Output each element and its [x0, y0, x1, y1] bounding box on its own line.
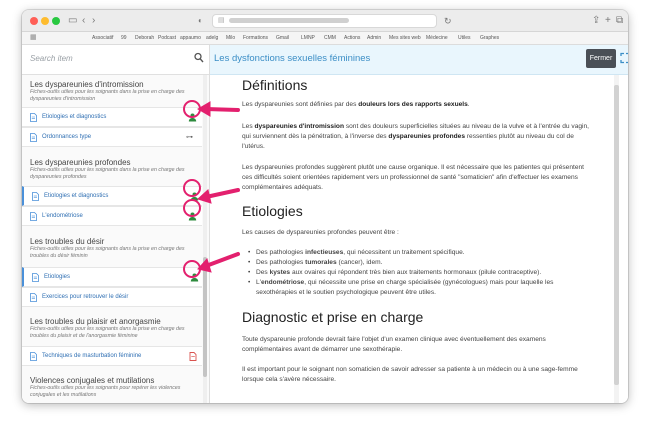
- sidebar-item-label: Exercices pour retrouver le désir: [42, 294, 129, 300]
- share-icon[interactable]: ⇪: [592, 15, 601, 26]
- heading-definitions: Définitions: [242, 77, 308, 93]
- section-title: Violences conjugales et mutilations: [30, 376, 155, 385]
- annotation-arrowhead: [198, 190, 211, 203]
- section-description: Fiches-outils utiles pour les soignants pour repérer les violences conjugales et les mutilations: [30, 385, 181, 398]
- bookmark-item[interactable]: Gmail: [276, 35, 290, 41]
- list-item: • Des kystes aux ovaires qui répondent très bien aux traitements hormonaux (pilule contraceptive).: [250, 268, 590, 278]
- sidebar-toggle-icon[interactable]: ▭: [68, 15, 78, 26]
- bookmark-item[interactable]: Médecine: [426, 35, 448, 41]
- tab-overview-icon[interactable]: ⧉: [616, 15, 624, 26]
- section-description: Fiches-outils utiles pour les soignants dans la prise en charge des troubles du désir féminin: [30, 246, 185, 259]
- list-item: • L'endométriose, qui nécessite une prise en charge spécialisée (gynécologues) mais pour laquelle les sexothérapies et le soutien psychologique peuvent être utiles.: [250, 278, 590, 298]
- paragraph: Les dyspareunies profondes suggèrent plutôt une cause organique. Il est nécessaire que les patientes qui présentent ces difficultés soient orientées rapidement vers un professionnel de santé "somaticien" afin d'effectuer les examens complémentaires adéquats.: [242, 164, 585, 191]
- section-title: Les dyspareunies profondes: [30, 158, 131, 167]
- reload-icon[interactable]: ↻: [444, 16, 452, 26]
- bookmark-item[interactable]: LMNP: [301, 35, 315, 41]
- search-input[interactable]: Search item: [30, 54, 73, 63]
- section-title: Les troubles du désir: [30, 237, 105, 246]
- bookmark-item[interactable]: CMM: [324, 35, 336, 41]
- bookmark-item[interactable]: Formations: [243, 35, 269, 41]
- section-description: Fiches-outils utiles pour les soignants dans la prise en charge des dyspareunies d'intromission: [30, 89, 185, 102]
- paragraph: Les dyspareunies sont définies par des douleurs lors des rapports sexuels.: [242, 101, 470, 108]
- new-tab-icon[interactable]: +: [605, 15, 611, 26]
- bookmark-item[interactable]: appaumo: [180, 35, 201, 41]
- list-item: • Des pathologies tumorales (cancer), idem.: [250, 258, 590, 268]
- bookmark-item[interactable]: Associatif: [92, 35, 114, 41]
- back-icon[interactable]: ‹: [82, 15, 86, 26]
- forward-icon[interactable]: ›: [92, 15, 96, 26]
- annotation-arrowhead: [198, 259, 211, 272]
- sidebar-item-label: Ordonnances type: [42, 134, 92, 140]
- bookmark-item[interactable]: Actions: [344, 35, 361, 41]
- section-description: Fiches-outils utiles pour les soignants dans la prise en charge des troubles du plaisir et de l'anorgasmie féminine: [30, 326, 185, 339]
- close-button[interactable]: Fermer: [586, 49, 616, 68]
- bookmark-item[interactable]: Podcast: [158, 35, 177, 41]
- bookmark-item[interactable]: Graphes: [480, 35, 500, 41]
- bookmarks-grid-icon[interactable]: ▦: [30, 34, 37, 41]
- sidebar-item-label: Etiologies: [44, 274, 71, 280]
- annotation-arrowhead: [198, 102, 210, 116]
- paragraph: Les dyspareunies d'intromission sont des douleurs superficielles situées au niveau de la vulve et à l'entrée du vagin, qui surviennent dès la pénétration, à l'inverse des dyspareunies profondes ressenties plutôt au niveau du col de l'utérus.: [242, 123, 589, 150]
- privacy-shield-icon[interactable]: ◐: [198, 16, 203, 25]
- heading-etiologies: Etiologies: [242, 203, 303, 219]
- section-title: Les troubles du plaisir et anorgasmie: [30, 317, 161, 326]
- bookmark-item[interactable]: adelg: [206, 35, 219, 41]
- heading-diagnostic: Diagnostic et prise en charge: [242, 309, 424, 325]
- page-title: Les dysfonctions sexuelles féminines: [214, 53, 371, 64]
- sidebar-item-label: Etiologies et diagnostics: [44, 193, 109, 199]
- paragraph: Il est important pour le soignant non somaticien de savoir adresser sa patiente à un médecin ou à une sage-femme lorsque cela s'avère nécessaire.: [242, 366, 578, 383]
- bookmark-item[interactable]: Mes sites web: [389, 35, 421, 41]
- list-item: • Des pathologies infectieuses, qui nécessitent un traitement spécifique.: [250, 248, 590, 258]
- annotation-arrow: [206, 190, 238, 197]
- annotation-arrow: [206, 109, 238, 110]
- bookmark-item[interactable]: Deborah: [135, 35, 155, 41]
- link-icon[interactable]: ⊶: [186, 134, 193, 141]
- sidebar-item-label: Techniques de masturbation féminine: [42, 353, 142, 359]
- annotation-arrow: [206, 254, 238, 266]
- bookmark-item[interactable]: Utiles: [458, 35, 471, 41]
- bookmark-item[interactable]: Milo: [226, 35, 236, 41]
- page-icon: ▤: [218, 17, 225, 24]
- sidebar-item-label: L'endométriose: [42, 213, 83, 219]
- bookmark-item[interactable]: 99: [121, 35, 127, 41]
- paragraph: Les causes de dyspareunies profondes peuvent être :: [242, 229, 399, 236]
- section-title: Les dyspareunies d'intromission: [30, 80, 144, 89]
- paragraph: Toute dyspareunie profonde devrait faire l'objet d'un examen clinique avec éventuellement des examens complémentaires avant de démarrer une sexothérapie.: [242, 336, 546, 353]
- section-description: Fiches-outils utiles pour les soignants dans la prise en charge des dyspareunies profondes: [30, 167, 185, 180]
- bookmark-item[interactable]: Admin: [367, 35, 382, 41]
- sidebar-item-label: Etiologies et diagnostics: [42, 114, 107, 120]
